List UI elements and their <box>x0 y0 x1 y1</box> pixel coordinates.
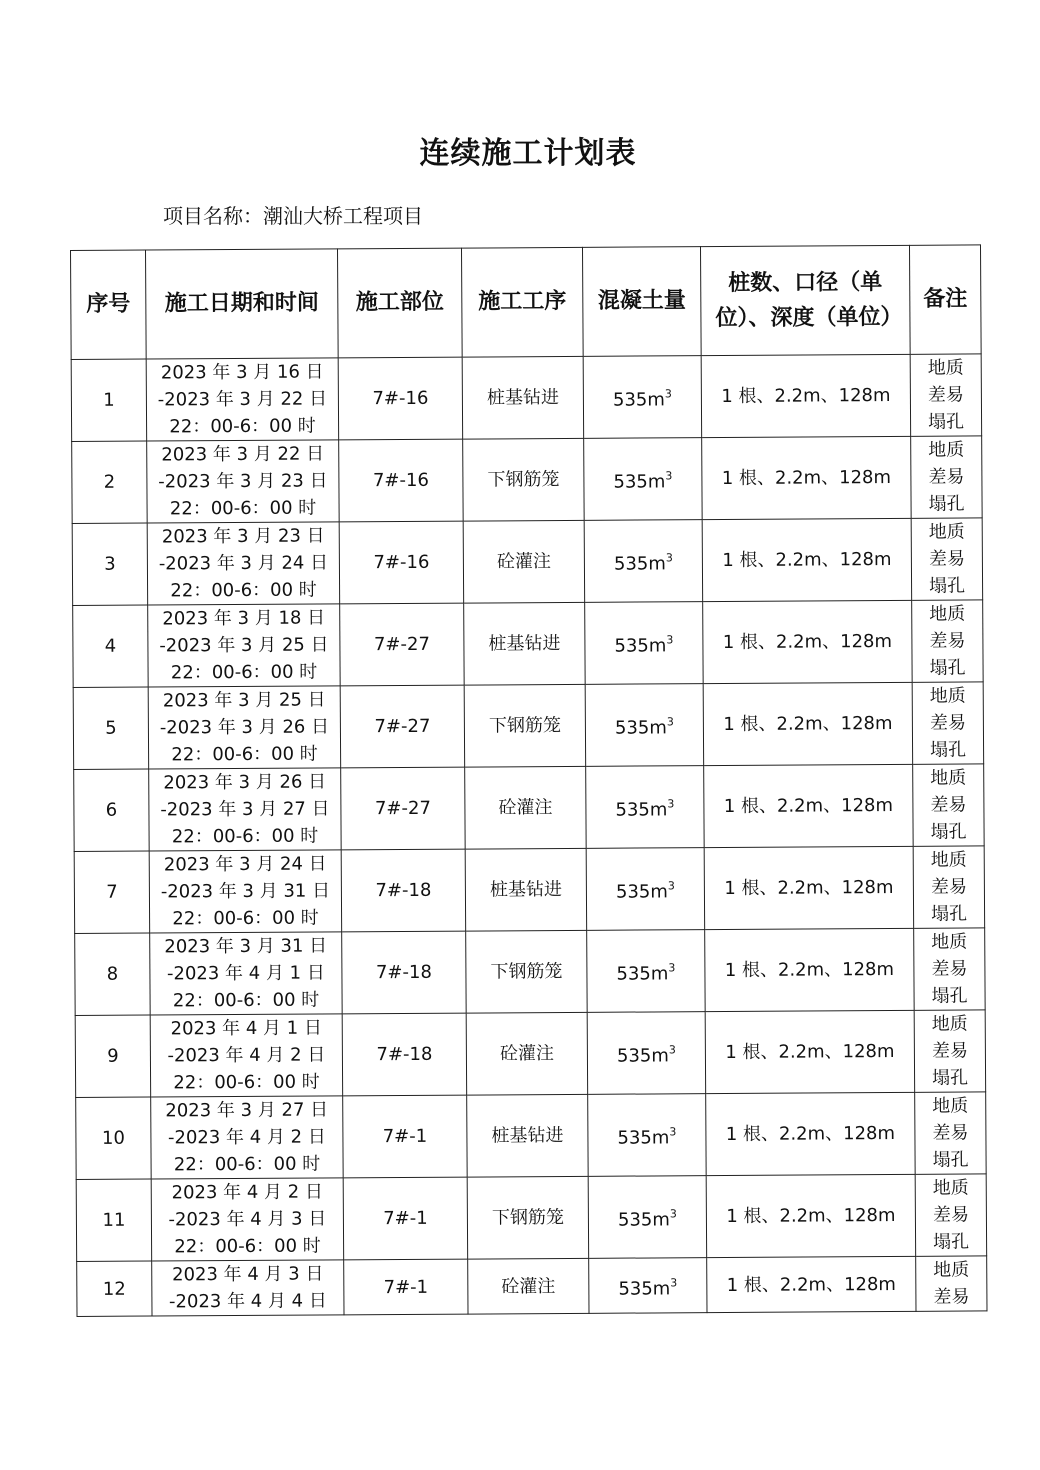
concrete-value: 535m <box>612 389 665 411</box>
cell-remark <box>916 1256 987 1311</box>
concrete-value: 535m <box>613 471 666 493</box>
remark-line: 地质 <box>930 849 967 871</box>
cell-date-time <box>151 1096 343 1179</box>
cell-serial: 11 <box>76 1179 151 1261</box>
concrete-unit-exponent: 3 <box>669 1125 677 1139</box>
date-start: 2023 年 3 月 26 日 <box>163 771 327 794</box>
cell-remark <box>911 436 982 518</box>
table-row <box>72 436 982 524</box>
time-window: 22：00-6：00 时 <box>171 825 319 848</box>
date-end: -2023 年 4 月 2 日 <box>167 1126 326 1149</box>
concrete-unit-exponent: 3 <box>667 879 675 893</box>
cell-date-time <box>151 1178 343 1261</box>
remark-line: 塌孔 <box>928 493 965 515</box>
remark-line: 地质 <box>933 1259 970 1281</box>
cell-process: 下钢筋笼 <box>464 684 585 767</box>
date-start: 2023 年 3 月 18 日 <box>162 607 326 630</box>
table-row <box>74 764 984 852</box>
header-concrete: 混凝土量 <box>582 247 701 357</box>
header-piles: 桩数、口径（单位）、深度（单位） <box>700 245 910 355</box>
date-end: -2023 年 4 月 3 日 <box>168 1208 327 1231</box>
remark-line: 地质 <box>929 685 966 707</box>
cell-remark <box>914 928 985 1010</box>
remark-line: 差易 <box>928 466 965 488</box>
cell-serial: 3 <box>72 523 147 605</box>
construction-plan-table <box>70 244 988 1317</box>
cell-concrete <box>584 520 702 603</box>
remark-line: 差易 <box>933 1286 970 1308</box>
cell-date-time <box>149 850 341 933</box>
cell-date-time <box>146 358 338 441</box>
date-start: 2023 年 3 月 31 日 <box>164 935 328 958</box>
cell-remark <box>914 1010 985 1092</box>
project-name-line <box>163 200 423 229</box>
remark-line: 差易 <box>931 958 968 980</box>
time-window: 22：00-6：00 时 <box>173 1071 320 1094</box>
remark-line: 地质 <box>931 931 968 953</box>
remark-line: 地质 <box>929 603 966 625</box>
cell-serial: 6 <box>74 769 149 851</box>
cell-piles: 1 根、2.2m、128m <box>704 764 913 847</box>
concrete-value: 535m <box>617 1127 670 1149</box>
remark-line: 差易 <box>932 1204 969 1226</box>
date-start: 2023 年 3 月 27 日 <box>165 1099 329 1122</box>
cell-remark <box>912 600 983 682</box>
date-end: -2023 年 4 月 1 日 <box>166 962 325 985</box>
cell-location: 7#-18 <box>342 931 466 1014</box>
header-process: 施工工序 <box>461 247 583 357</box>
cell-date-time <box>147 522 339 605</box>
cell-location: 7#-27 <box>341 767 465 850</box>
cell-remark <box>913 846 984 928</box>
cell-process: 下钢筋笼 <box>467 1176 588 1259</box>
table-row <box>73 682 983 770</box>
concrete-unit-exponent: 3 <box>666 715 674 729</box>
concrete-unit-exponent: 3 <box>669 1207 677 1221</box>
remark-line: 塌孔 <box>931 985 968 1007</box>
cell-serial: 1 <box>71 359 146 441</box>
remark-line: 塌孔 <box>933 1231 970 1253</box>
cell-concrete <box>589 1258 707 1314</box>
remark-line: 塌孔 <box>932 1149 969 1171</box>
remark-line: 差易 <box>929 630 966 652</box>
time-window: 22：00-6：00 时 <box>174 1235 321 1258</box>
cell-serial: 5 <box>73 687 148 769</box>
header-date-time: 施工日期和时间 <box>146 249 339 359</box>
cell-piles: 1 根、2.2m、128m <box>703 682 912 765</box>
remark-line: 地质 <box>927 357 964 379</box>
cell-serial: 7 <box>74 851 149 933</box>
cell-location: 7#-16 <box>339 521 463 604</box>
time-window: 22：00-6：00 时 <box>172 907 319 930</box>
remark-line: 塌孔 <box>930 739 967 761</box>
remark-line: 差易 <box>927 384 964 406</box>
concrete-value: 535m <box>618 1277 671 1300</box>
remark-line: 地质 <box>928 439 965 461</box>
remark-line: 地质 <box>930 767 967 789</box>
remark-line: 地质 <box>928 521 965 543</box>
date-start: 2023 年 3 月 22 日 <box>161 443 325 466</box>
time-window: 22：00-6：00 时 <box>171 743 318 766</box>
date-start: 2023 年 4 月 2 日 <box>171 1181 323 1204</box>
date-start: 2023 年 3 月 24 日 <box>163 853 327 876</box>
cell-process: 下钢筋笼 <box>463 438 584 521</box>
cell-location: 7#-18 <box>342 1013 466 1096</box>
concrete-unit-exponent: 3 <box>668 961 676 975</box>
concrete-unit-exponent: 3 <box>664 387 672 401</box>
remark-line: 差易 <box>928 548 965 570</box>
date-end: -2023 年 3 月 25 日 <box>159 634 329 657</box>
cell-remark <box>915 1092 986 1174</box>
date-end: -2023 年 4 月 4 日 <box>168 1290 327 1313</box>
cell-process: 砼灌注 <box>463 520 584 603</box>
remark-line: 差易 <box>930 876 967 898</box>
cell-location: 7#-27 <box>340 685 464 768</box>
remark-line: 差易 <box>929 712 966 734</box>
cell-process: 桩基钻进 <box>467 1094 588 1177</box>
cell-process: 下钢筋笼 <box>466 930 587 1013</box>
cell-process: 桩基钻进 <box>464 602 585 685</box>
remark-line: 塌孔 <box>928 411 965 433</box>
cell-concrete <box>587 930 705 1013</box>
cell-remark <box>912 682 983 764</box>
cell-location: 7#-1 <box>343 1095 467 1178</box>
cell-piles: 1 根、2.2m、128m <box>702 518 911 601</box>
project-name-value: 潮汕大桥工程项目 <box>263 204 423 228</box>
date-start: 2023 年 3 月 23 日 <box>161 525 325 548</box>
concrete-unit-exponent: 3 <box>670 1275 678 1289</box>
cell-date-time <box>152 1260 344 1316</box>
cell-serial: 8 <box>75 933 150 1015</box>
concrete-value: 535m <box>616 1045 669 1067</box>
remark-line: 塌孔 <box>931 903 968 925</box>
remark-line: 差易 <box>932 1122 969 1144</box>
header-remark: 备注 <box>909 245 981 354</box>
cell-piles: 1 根、2.2m、128m <box>705 928 914 1011</box>
cell-piles: 1 根、2.2m、128m <box>704 846 913 929</box>
cell-process: 砼灌注 <box>466 1012 587 1095</box>
remark-line: 塌孔 <box>930 821 967 843</box>
time-window: 22：00-6：00 时 <box>170 579 317 602</box>
table-body <box>71 354 987 1317</box>
cell-concrete <box>588 1094 706 1177</box>
date-start: 2023 年 3 月 16 日 <box>160 361 324 384</box>
cell-piles: 1 根、2.2m、128m <box>706 1092 915 1175</box>
table-row <box>75 1010 985 1098</box>
remark-line: 塌孔 <box>932 1067 969 1089</box>
table-row <box>77 1256 987 1317</box>
table-header-row <box>71 245 982 360</box>
cell-location: 7#-27 <box>340 603 464 686</box>
concrete-unit-exponent: 3 <box>667 797 675 811</box>
date-end: -2023 年 3 月 27 日 <box>160 798 330 821</box>
table-row <box>72 518 982 606</box>
cell-date-time <box>150 1014 342 1097</box>
table-row <box>76 1092 986 1180</box>
cell-concrete <box>587 1012 705 1095</box>
cell-process: 砼灌注 <box>468 1258 589 1314</box>
table-row <box>74 846 984 934</box>
cell-piles: 1 根、2.2m、128m <box>702 436 911 519</box>
date-start: 2023 年 4 月 3 日 <box>172 1263 324 1286</box>
remark-line: 地质 <box>932 1177 969 1199</box>
time-window: 22：00-6：00 时 <box>172 989 320 1012</box>
time-window: 22：00-6：00 时 <box>169 497 317 520</box>
cell-date-time <box>148 686 340 769</box>
time-window: 22：00-6：00 时 <box>173 1153 321 1176</box>
date-start: 2023 年 4 月 1 日 <box>170 1017 322 1040</box>
cell-date-time <box>149 768 341 851</box>
cell-piles: 1 根、2.2m、128m <box>701 354 910 437</box>
document-title: 连续施工计划表 <box>419 136 637 171</box>
cell-piles: 1 根、2.2m、128m <box>705 1010 914 1093</box>
cell-process: 砼灌注 <box>465 766 586 849</box>
cell-concrete <box>586 848 704 931</box>
cell-location: 7#-16 <box>338 357 462 440</box>
date-end: -2023 年 3 月 24 日 <box>158 552 329 575</box>
cell-remark <box>915 1174 986 1256</box>
cell-concrete <box>583 356 701 439</box>
cell-location: 7#-16 <box>339 439 463 522</box>
remark-line: 塌孔 <box>929 575 966 597</box>
cell-date-time <box>148 604 340 687</box>
date-end: -2023 年 3 月 31 日 <box>160 880 331 903</box>
cell-location: 7#-1 <box>344 1259 468 1315</box>
date-end: -2023 年 3 月 26 日 <box>159 716 330 739</box>
concrete-unit-exponent: 3 <box>668 1043 676 1057</box>
cell-process: 桩基钻进 <box>465 848 586 931</box>
cell-serial: 2 <box>72 441 147 523</box>
remark-line: 地质 <box>932 1095 969 1117</box>
cell-serial: 4 <box>73 605 148 687</box>
date-end: -2023 年 3 月 22 日 <box>157 388 328 411</box>
date-end: -2023 年 3 月 23 日 <box>158 470 328 493</box>
cell-date-time <box>147 440 339 523</box>
cell-concrete <box>586 766 704 849</box>
cell-serial: 12 <box>77 1261 152 1316</box>
cell-concrete <box>584 438 702 521</box>
cell-concrete <box>585 602 703 685</box>
table-row <box>76 1174 986 1262</box>
cell-piles: 1 根、2.2m、128m <box>706 1174 915 1257</box>
concrete-value: 535m <box>616 963 669 985</box>
remark-line: 差易 <box>931 1040 968 1062</box>
cell-remark <box>913 764 984 846</box>
cell-remark <box>911 518 982 600</box>
remark-line: 塌孔 <box>929 657 966 679</box>
cell-remark <box>910 354 981 436</box>
cell-process: 桩基钻进 <box>462 356 583 439</box>
header-serial: 序号 <box>71 250 147 359</box>
date-end: -2023 年 4 月 2 日 <box>167 1044 326 1067</box>
concrete-value: 535m <box>614 717 667 739</box>
cell-serial: 10 <box>76 1097 151 1179</box>
concrete-value: 535m <box>617 1209 670 1231</box>
cell-location: 7#-1 <box>343 1177 467 1260</box>
table-row <box>73 600 983 688</box>
concrete-unit-exponent: 3 <box>665 469 673 483</box>
concrete-value: 535m <box>615 881 668 903</box>
cell-concrete <box>585 684 703 767</box>
cell-date-time <box>150 932 342 1015</box>
time-window: 22：00-6：00 时 <box>170 661 318 684</box>
header-location: 施工部位 <box>337 248 462 358</box>
cell-serial: 9 <box>75 1015 150 1097</box>
concrete-value: 535m <box>615 799 668 821</box>
time-window: 22：00-6：00 时 <box>169 415 316 438</box>
table-row <box>71 354 981 442</box>
remark-line: 差易 <box>930 794 967 816</box>
date-start: 2023 年 3 月 25 日 <box>162 689 326 712</box>
cell-piles: 1 根、2.2m、128m <box>703 600 912 683</box>
concrete-unit-exponent: 3 <box>666 633 674 647</box>
project-name-label: 项目名称： <box>163 204 263 228</box>
cell-piles: 1 根、2.2m、128m <box>707 1256 916 1312</box>
cell-location: 7#-18 <box>341 849 465 932</box>
remark-line: 地质 <box>931 1013 968 1035</box>
concrete-value: 535m <box>613 553 666 575</box>
concrete-unit-exponent: 3 <box>665 551 673 565</box>
concrete-value: 535m <box>614 635 667 657</box>
table-row <box>75 928 985 1016</box>
cell-concrete <box>588 1176 706 1259</box>
